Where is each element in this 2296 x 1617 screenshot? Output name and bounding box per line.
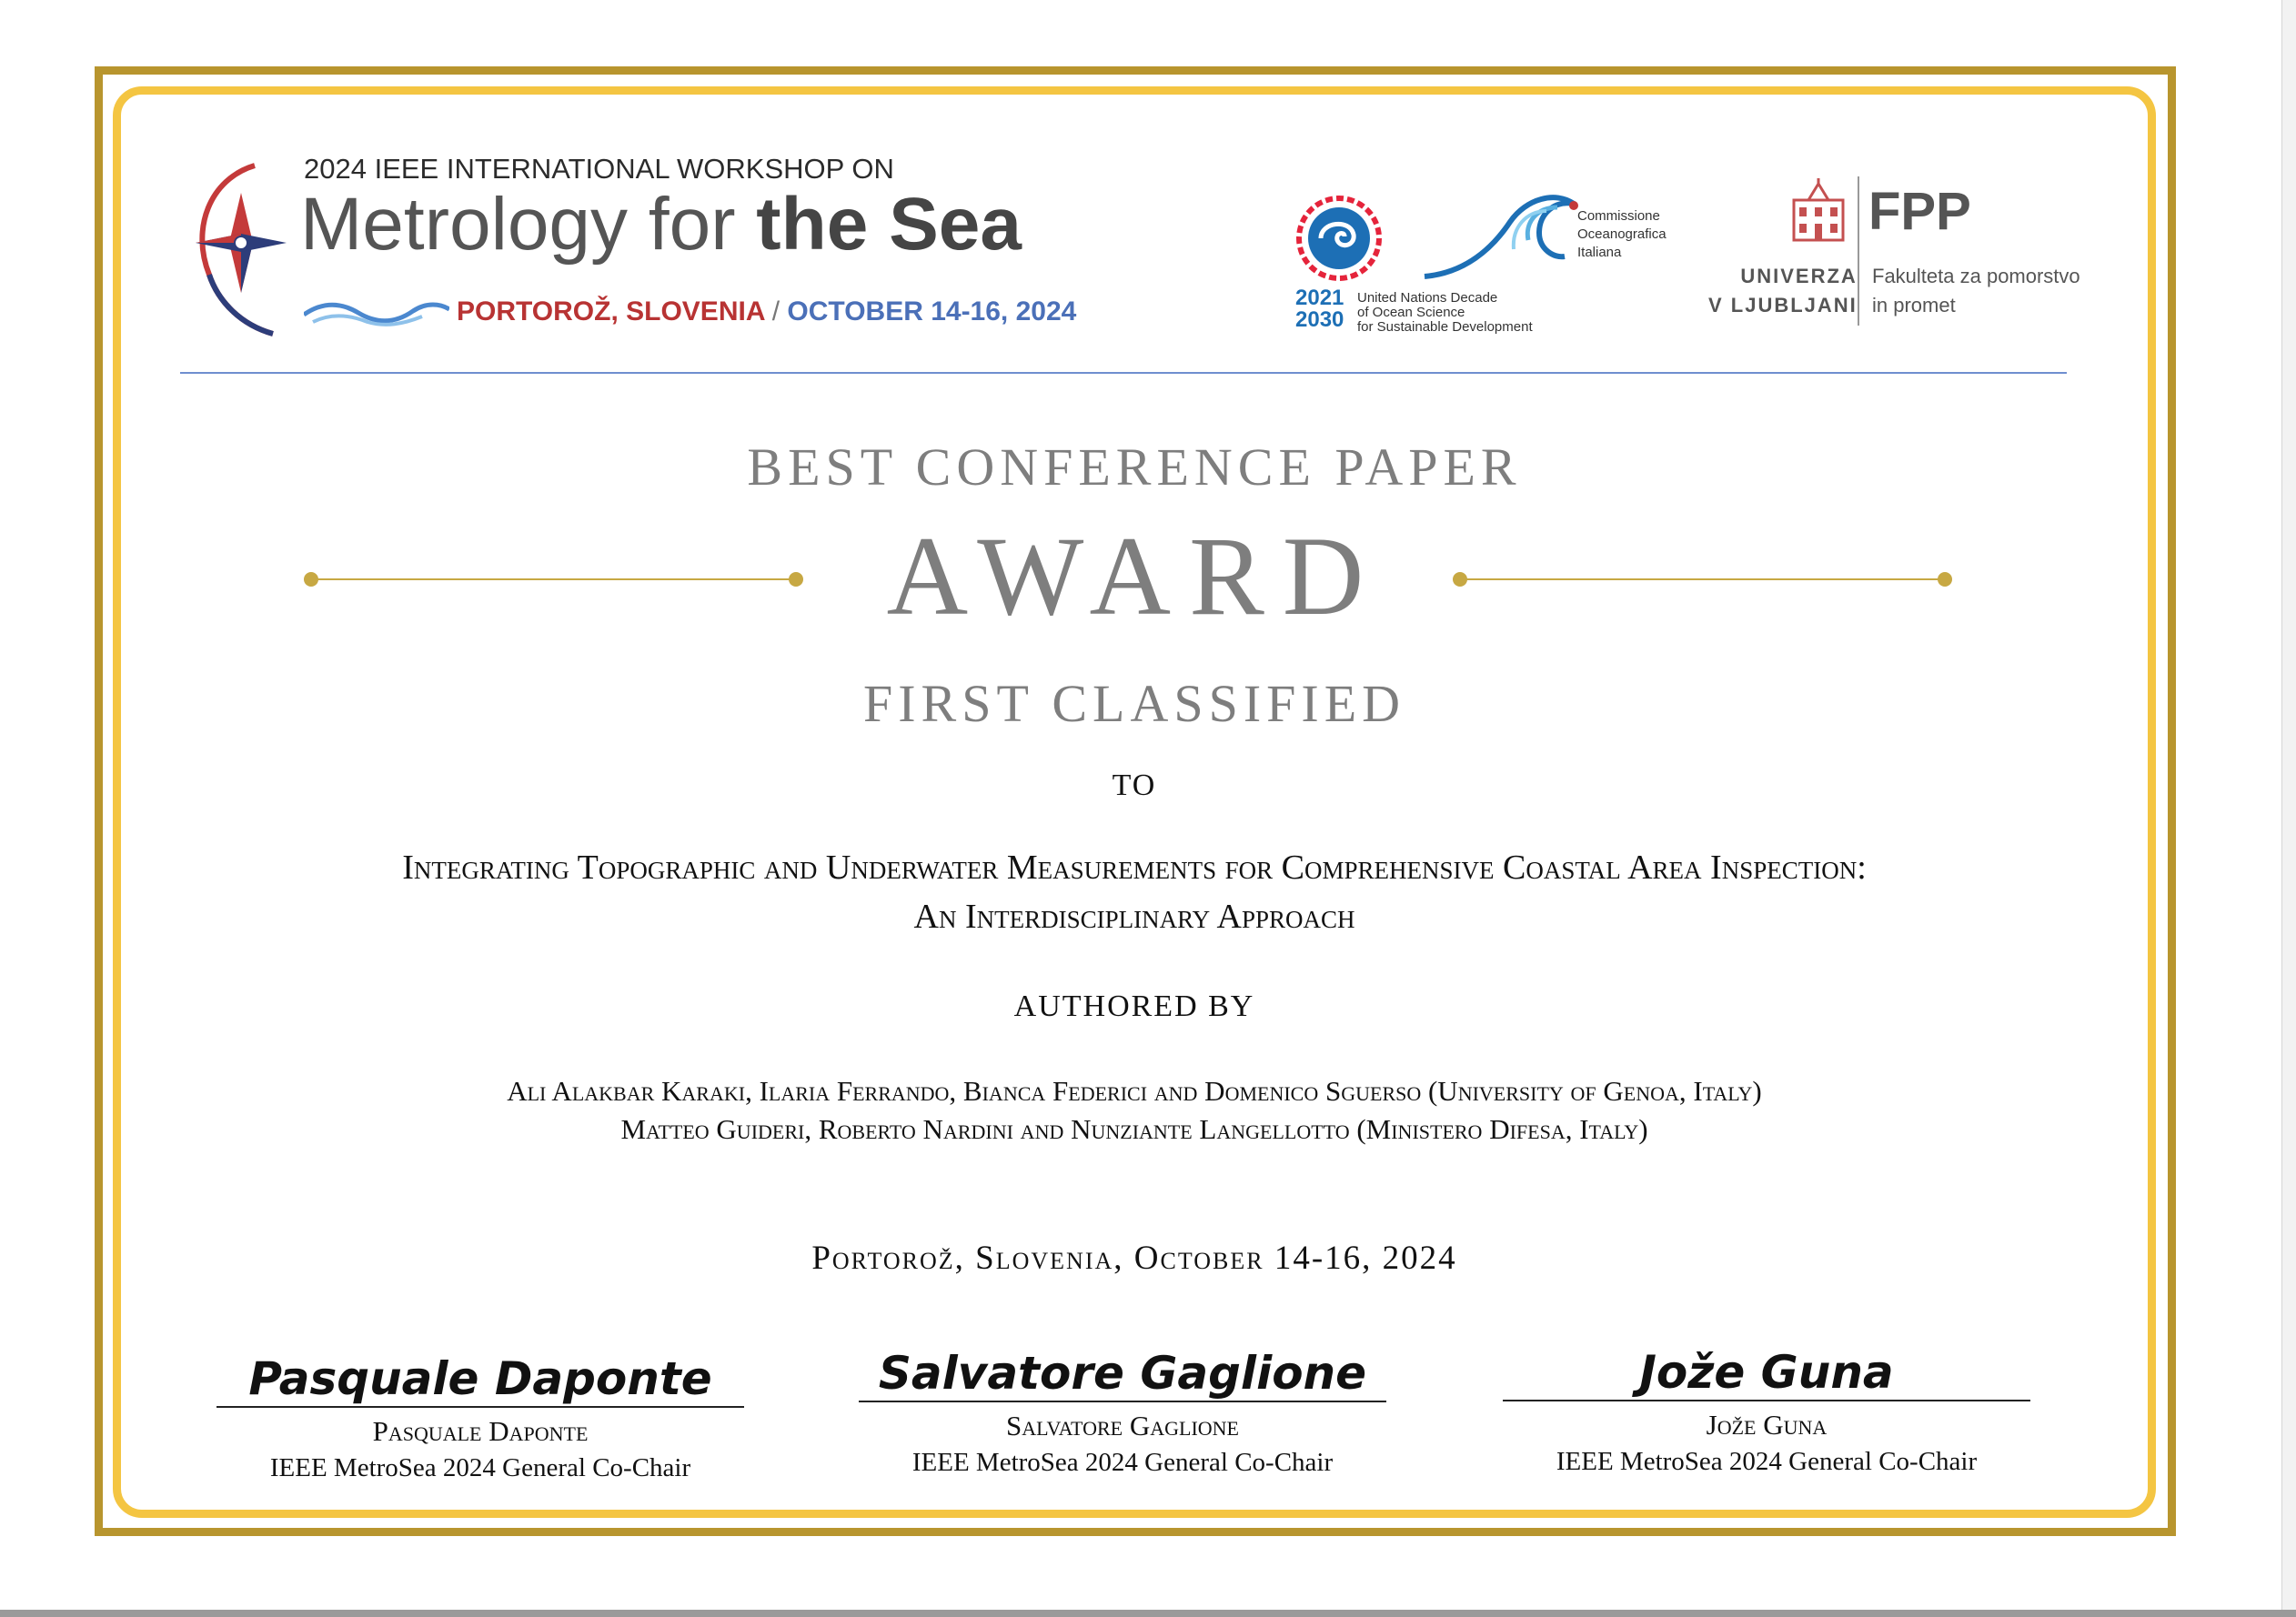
- signatory-role: IEEE MetroSea 2024 General Co-Chair: [1556, 1447, 1978, 1476]
- award-heading: AWARD: [886, 514, 1383, 638]
- coi-text-line: Italiana: [1577, 245, 1622, 260]
- handwritten-signature: Pasquale Daponte: [248, 1352, 712, 1405]
- university-name-line: UNIVERZA: [1740, 265, 1858, 287]
- fpp-subtitle-line: in promet: [1872, 294, 1956, 316]
- signature-line: [859, 1401, 1386, 1402]
- brand-title-bold: the Sea: [756, 183, 1022, 266]
- workshop-label: 2024 IEEE INTERNATIONAL WORKSHOP ON: [304, 153, 894, 185]
- signatory-name: Jože Guna: [1706, 1409, 1828, 1441]
- authors-line-1: Ali Alakbar Karaki, Ilaria Ferrando, Bianca Federici and Domenico Sguerso (University of Genoa, Italy): [507, 1075, 1762, 1107]
- university-building-icon: [1790, 178, 1847, 242]
- un-decade-text: [1357, 291, 1533, 335]
- un-text-line: for Sustainable Development: [1357, 319, 1533, 335]
- decorative-line-right: [1460, 578, 1945, 580]
- authored-by-label: AUTHORED BY: [1013, 989, 1255, 1023]
- university-name-line: V LJUBLJANI: [1708, 294, 1858, 316]
- paper-title-line-1: Integrating Topographic and Underwater Measurements for Comprehensive Coastal Area Inspection:: [402, 849, 1867, 887]
- award-category: BEST CONFERENCE PAPER: [747, 437, 1522, 497]
- un-ocean-decade-logo-icon: [1294, 191, 1385, 286]
- signature-line: [217, 1406, 744, 1408]
- signature-line: [1503, 1400, 2030, 1401]
- waves-icon: [304, 296, 449, 327]
- handwritten-signature: Jože Guna: [1639, 1346, 1894, 1399]
- paper-title-line-2: An Interdisciplinary Approach: [913, 898, 1355, 936]
- workshop-location-dates: [457, 296, 1076, 327]
- window-edge: [2281, 0, 2296, 1610]
- coi-text-line: Commissione: [1577, 208, 1660, 224]
- un-year-start: 2021: [1295, 286, 1344, 310]
- un-year-end: 2030: [1295, 307, 1344, 332]
- coi-text-line: Oceanografica: [1577, 226, 1667, 242]
- decorative-dot: [1938, 572, 1952, 587]
- un-decade-years: [1295, 287, 1344, 331]
- fpp-subtitle-line: Fakulteta za pomorstvo: [1872, 265, 2080, 287]
- university-name: [1708, 262, 1858, 320]
- workshop-location: PORTOROŽ, SLOVENIA: [457, 296, 765, 326]
- fpp-title: FPP: [1868, 182, 1971, 241]
- award-rank: FIRST CLASSIFIED: [862, 674, 1406, 733]
- un-text-line: United Nations Decade: [1357, 290, 1498, 306]
- logo-divider: [1858, 176, 1859, 326]
- signatory-role: IEEE MetroSea 2024 General Co-Chair: [269, 1453, 691, 1482]
- signatory-name: Salvatore Gaglione: [1006, 1410, 1239, 1441]
- signatory-role: IEEE MetroSea 2024 General Co-Chair: [911, 1448, 1334, 1477]
- workshop-brand-title: [300, 183, 1022, 266]
- brand-title-light: Metrology for: [300, 183, 757, 266]
- place-and-date: Portorož, Slovenia, October 14-16, 2024: [811, 1240, 1457, 1277]
- location-separator: /: [771, 296, 780, 326]
- coi-text: [1577, 207, 1667, 262]
- fpp-subtitle: [1872, 262, 2080, 320]
- header-divider: [180, 372, 2067, 374]
- compass-logo-icon: [191, 156, 291, 338]
- to-label: TO: [1112, 768, 1157, 802]
- un-text-line: of Ocean Science: [1357, 305, 1465, 320]
- window-bottom-edge: [0, 1610, 2296, 1617]
- authors-line-2: Matteo Guideri, Roberto Nardini and Nunziante Langellotto (Ministero Difesa, Italy): [620, 1113, 1648, 1145]
- handwritten-signature: Salvatore Gaglione: [878, 1347, 1367, 1400]
- workshop-dates: OCTOBER 14-16, 2024: [787, 296, 1077, 326]
- signatory-name: Pasquale Daponte: [372, 1415, 589, 1447]
- coi-wave-logo-icon: [1419, 186, 1583, 286]
